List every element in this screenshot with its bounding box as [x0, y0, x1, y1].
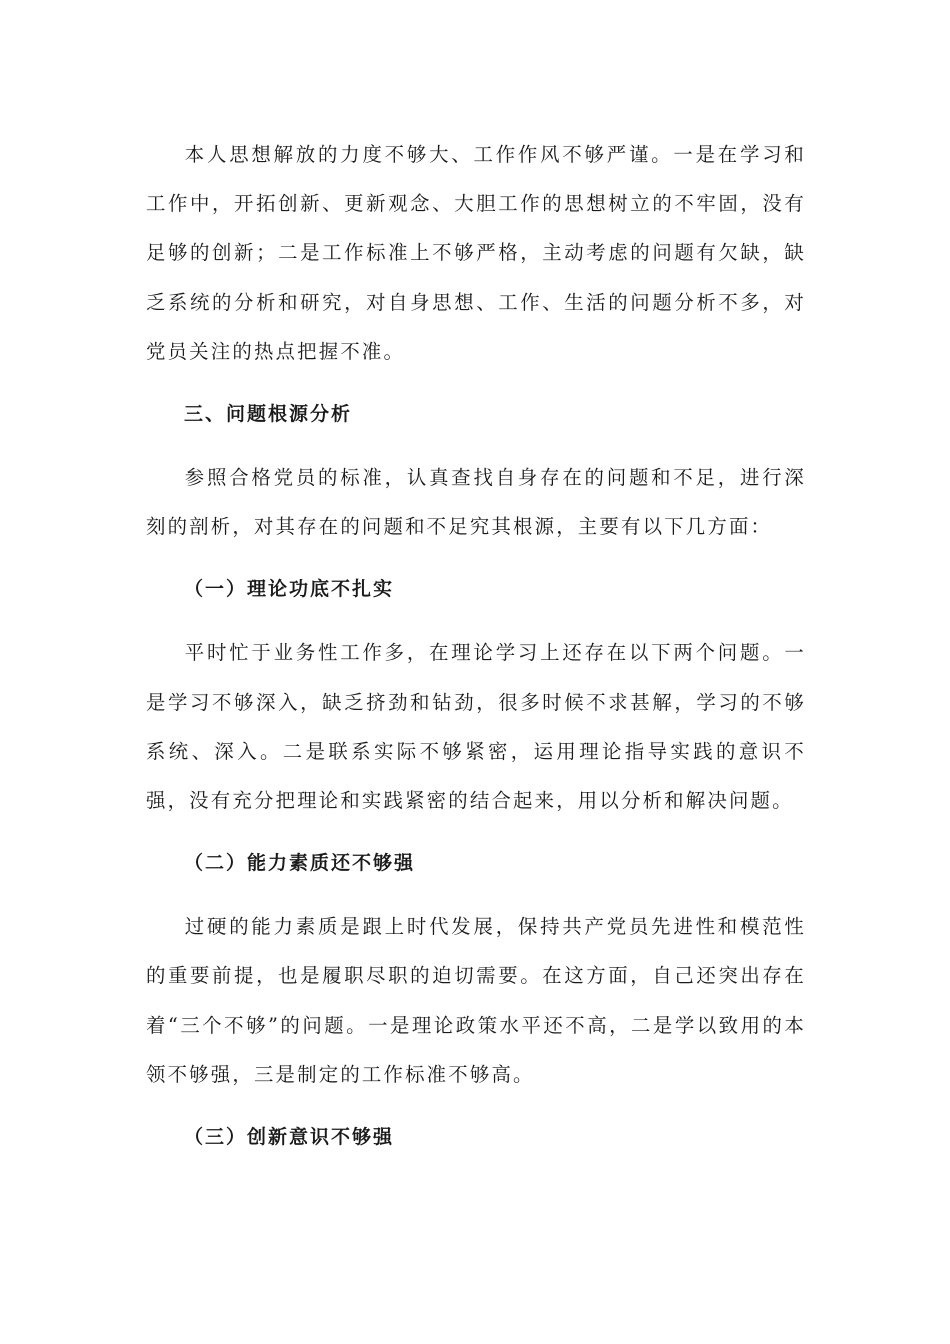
document-body: [146, 130, 806, 1162]
paragraph-work-style: 本人思想解放的力度不够大、工作作风不够严谨。一是在学习和工作中，开拓创新、更新观念、大胆工作的思想树立的不牢固，没有足够的创新；二是工作标准上不够严格，主动考虑的问题有欠缺，缺乏系统的分析和研究，对自身思想、工作、生活的问题分析不多，对党员关注的热点把握不准。: [146, 143, 806, 363]
paragraph-theory: 平时忙于业务性工作多，在理论学习上还存在以下两个问题。一是学习不够深入，缺乏挤劲和钻劲，很多时候不求甚解，学习的不够系统、深入。二是联系实际不够紧密，运用理论指导实践的意识不强，没有充分把理论和实践紧密的结合起来，用以分析和解决问题。: [146, 641, 806, 813]
paragraph-intro-analysis: 参照合格党员的标准，认真查找自身存在的问题和不足，进行深刻的剖析，对其存在的问题和不足究其根源，主要有以下几方面：: [146, 466, 806, 539]
heading-subsection-3: （三）创新意识不够强: [184, 1126, 395, 1149]
heading-subsection-2: （二）能力素质还不够强: [184, 852, 416, 875]
heading-section-3: 三、问题根源分析: [184, 403, 353, 426]
paragraph-ability: 过硬的能力素质是跟上时代发展，保持共产党员先进性和模范性的重要前提，也是履职尽职的迫切需要。在这方面，自己还突出存在着“三个不够”的问题。一是理论政策水平还不高，二是学以致用的本领不够强，三是制定的工作标准不够高。: [146, 915, 806, 1086]
heading-subsection-1: （一）理论功底不扎实: [184, 578, 395, 601]
